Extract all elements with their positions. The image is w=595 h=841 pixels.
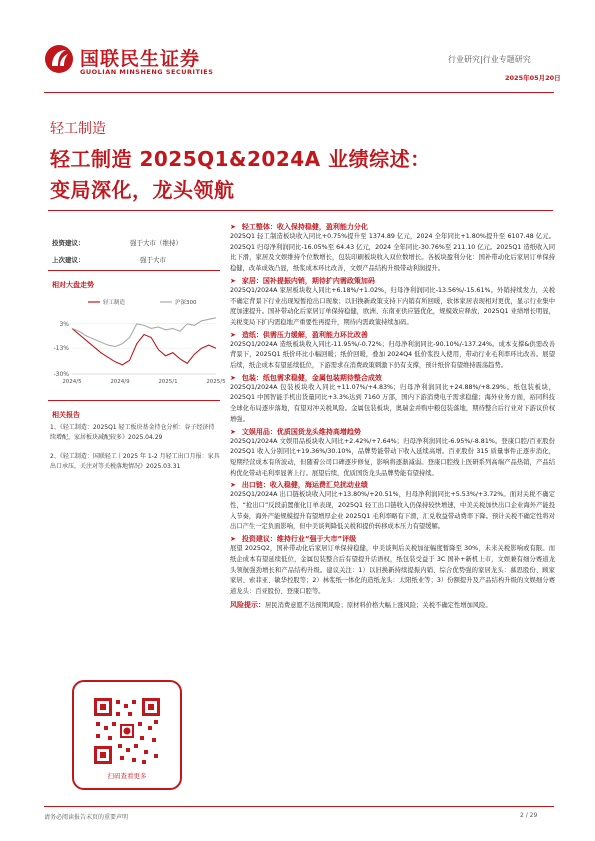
- prev-rating-value: 强于大市: [140, 256, 166, 264]
- section-heading: [230, 480, 555, 490]
- legend-label: 轻工制造: [103, 300, 126, 306]
- prev-rating-label: 上次建议：: [52, 256, 85, 264]
- related-report-item[interactable]: 2、《轻工制造：国联轻工丨2025 年 1-2 月轻工出口月报：家具出口承压，关注对等关税落地情况》2025.03.31: [50, 453, 220, 470]
- arrow-bullet-icon: ➤: [230, 223, 236, 231]
- arrow-bullet-icon: ➤: [230, 330, 236, 339]
- sidebar-divider: [48, 270, 220, 271]
- sidebar-divider-2: [48, 400, 220, 401]
- qr-code-icon: [92, 696, 162, 766]
- main-content: [230, 222, 555, 611]
- arrow-bullet-icon: ➤: [230, 481, 236, 490]
- related-report-item[interactable]: 1、《轻工制造：2025Q1 轻工板块基金持仓分析：谷子经济持续增配，家居板块减配较多》2025.04.29: [50, 424, 215, 441]
- chart-title: 相对大盘走势: [52, 281, 94, 289]
- section-heading-text: 文娱用品：优质国货龙头维持高增趋势: [241, 427, 361, 436]
- section-heading: [230, 276, 555, 286]
- report-type: 行业研究|行业专题研究: [448, 55, 531, 64]
- industry-label: 轻工制造: [50, 121, 106, 137]
- report-date: 2025年05月20日: [505, 74, 561, 82]
- rating-value: 强于大市（维持）: [130, 239, 182, 247]
- section-heading: [230, 427, 555, 437]
- section-body: 2025Q1/2024A 造纸板块收入同比-11.95%/-0.72%；归母净利润同比-90.10%/-137.24%。成本支撑&供需改善背景下，2025Q1 纸价环比小幅回暖；纸价回暖，叠加 2024Q4 低价浆投入使用，带动行业毛利率环比改善。展望后续，纸企成本有望延续低位，下游需求在消费政策刺激下仍有支撑，预计纸价有望维持震荡趋势。: [230, 340, 555, 370]
- qr-code-card[interactable]: [72, 680, 182, 790]
- series-line-light-industry: [72, 328, 216, 365]
- section-heading-text: 包装：纸包需求稳健，金属包装期待整合成效: [241, 373, 382, 382]
- section-heading-text: 造纸：供需压力缓解，盈利能力环比改善: [241, 330, 368, 339]
- x-tick-label: 2024/5: [62, 379, 82, 385]
- section-heading-text: 家居：国补提振内销，期待扩内需政策加码: [241, 276, 375, 285]
- section-body: 展望 2025Q2，国补带动化后家居订单保持稳健，中美谈判后关税加征幅度暂降至 30%，未来关税影响或有限。而纸企成本有望延续低位，金属包装整合后有望提升话语权，纸包装受益于 3C 国补+新机上市，文娱兼有细分赛道龙头领航强劲增长和产品结构升级。建议关注：1）以旧换新持续提振内销、综合优势强的家居龙头：慕思股份、顾家家居、索菲亚、敏华控股等；2）林浆纸一体化的造纸龙头：太阳纸业等；3）份额提升及产品结构升级的文娱细分赛道龙头：百亚股份、登康口腔等。: [230, 545, 555, 595]
- section-body: 居民消费意愿不达预期风险；原材料价格大幅上涨风险；关税不确定性增加风险。: [265, 601, 492, 609]
- section-heading: [230, 601, 265, 609]
- section-body: 2025Q1/2024A 文娱用品板块收入同比+2.42%/+7.64%；归母净利润同比-6.95%/-8.81%。登康口腔/百亚股份 2025Q1 收入分别同比+19.36%/30.10%，品牌势能带动下收入延续高增。百亚股份 315 质量事件正逐步消化，短期经营成本有所波动，但随着公司口碑逐步修复，影响将逐渐减弱。登康口腔线上医研系列高端产品热销，产品结构优化带动毛利率显著上行。展望后续，优质国货龙头品牌势能有望持续。: [230, 437, 555, 477]
- y-tick-label: -13%: [53, 345, 69, 353]
- section-heading: [230, 534, 555, 544]
- footer-divider: [44, 806, 554, 807]
- section-heading-text: 风险提示：: [230, 600, 265, 609]
- x-tick-label: 2025/1: [158, 379, 178, 385]
- risk-note: [230, 600, 555, 612]
- qr-caption: 扫码查看更多: [107, 772, 147, 780]
- section-body: 2025Q1/2024A 包装板块收入同比+11.07%/+4.83%；归母净利润同比+24.88%/+8.29%。纸包装板块，2025Q1 中国智能手机出货量同比+3.3%达到 7160 万部，国内下游消费电子需求稳健；海外业务方面，裕同科技全球化布局逐步落地，有望对冲关税风险。金属包装板块，奥瑞金并购中粮包装落地，期待整合后行业对下游议价权增强。: [230, 383, 555, 423]
- report-title-line2: 变局深化，龙头领航: [50, 178, 235, 202]
- arrow-bullet-icon: ➤: [230, 535, 236, 544]
- footer-disclaimer: 请务必阅读报告末页的重要声明: [44, 814, 129, 821]
- arrow-bullet-icon: ➤: [230, 427, 236, 436]
- rating-label: 投资建议：: [52, 239, 85, 247]
- section-heading-text: 出口链：收入稳健，海运费汇兑扰动业绩: [241, 481, 368, 490]
- arrow-bullet-icon: ➤: [230, 276, 236, 285]
- header-divider: [44, 92, 554, 93]
- company-name-cn: 国联民生证券: [80, 48, 201, 70]
- section-heading-text: 轻工整体：收入保持稳健，盈利能力分化: [241, 223, 368, 231]
- y-tick-label: 3%: [59, 320, 69, 328]
- page-number: 2 / 29: [520, 812, 538, 819]
- y-tick-label: -30%: [53, 371, 69, 378]
- section-heading: [230, 330, 555, 340]
- series-line-csi300: [72, 318, 216, 347]
- section-heading: [230, 222, 555, 232]
- x-tick-label: 2024/9: [110, 379, 130, 385]
- section-body: 2025Q1 轻工制造板块收入同比+0.75%提升至 1374.89 亿元，2024 全年同比+1.80%提升至 6107.48 亿元。2025Q1 归母净利润同比-16.05%至 64.43 亿元，2024 全年同比-30.76%至 211.10 亿元。2025Q1 造纸收入同比下滑，家居及文娱维持个位数增长，包装印刷板块收入双位数增长。各板块盈利分化：国补带动化后家居订单保持稳健，改革成效凸显，纸浆成本环比改善，文娱产品结构升级带动利润提升。: [230, 233, 555, 273]
- section-heading: [230, 373, 555, 383]
- company-name-en: GUOLIAN MINSHENG SECURITIES: [80, 68, 214, 76]
- legend-label: 沪深300: [175, 300, 197, 306]
- title-divider: [48, 210, 553, 211]
- section-body: 2025Q1/2024A 出口链板块收入同比+13.80%/+20.51%，归母净利润同比+5.53%/+3.72%。面对关税不确定性，“抢出口”反段前置催化订单表现，2025Q1 轻工出口链收入仍保持较快增速，中美关税加快出口企业海外产能投入节奏，海外产能规模提升有望增厚企业 2025Q1 毛利率略有下滑，汇兑收益带动费率下降。预计关税不确定性将对出口产生一定负面影响，但中美谈判降低关税和提价转移成本压力有望缓解。: [230, 491, 555, 531]
- report-title-line1: 轻工制造 2025Q1&2024A 业绩综述：: [50, 147, 431, 171]
- arrow-bullet-icon: ➤: [230, 373, 236, 382]
- relative-performance-chart: [48, 292, 226, 392]
- related-reports-title: 相关报告: [52, 411, 80, 419]
- section-heading-text: 投资建议：维持行业“强于大市”评级: [241, 535, 357, 544]
- section-body: 2025Q1/2024A 家居板块收入同比+6.18%/+1.02%，归母净利润同比-13.56%/-15.61%。外销持续发力，关税不确定背景下行业出现短暂抢出口现象；以旧换新政策支持下内销有所回暖，软体家居表现相对更优，显示行业集中度加速提升。国补带动化后家居订单保持稳健，欧洲、东南亚供应链优化，规模效应释放，2025Q1 业绩增长明显，关税变局下扩内需稳地产重要性再提升，期待内需政策持续加码。: [230, 286, 555, 326]
- x-tick-label: 2025/5: [206, 379, 226, 385]
- company-logo-icon: [44, 44, 74, 74]
